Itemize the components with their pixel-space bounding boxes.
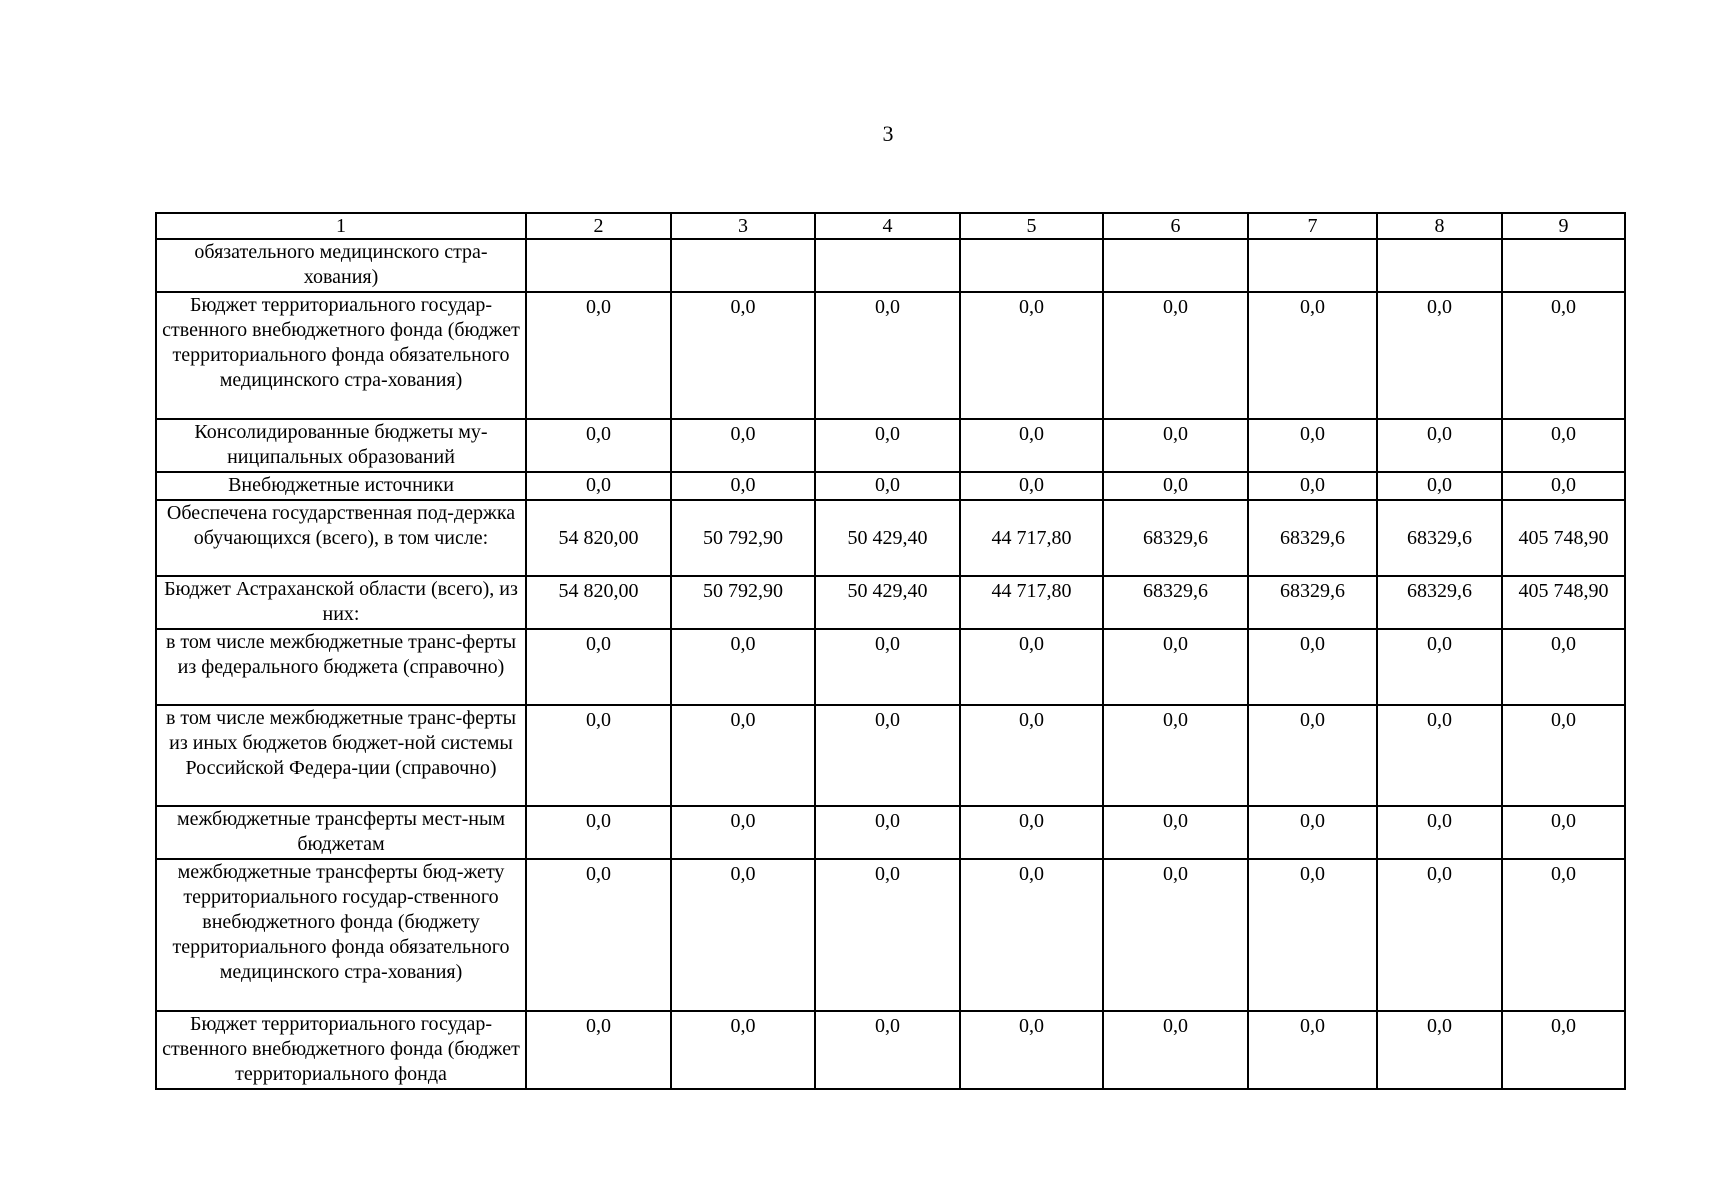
value-cell: 0,0 xyxy=(671,859,815,1011)
value-cell: 0,0 xyxy=(1502,1011,1625,1089)
value-cell: 0,0 xyxy=(815,806,960,859)
value-cell xyxy=(960,239,1103,292)
row-label: Консолидированные бюджеты му-ниципальных образований xyxy=(156,419,526,472)
row-label: обязательного медицинского стра-хования) xyxy=(156,239,526,292)
value-cell: 0,0 xyxy=(1377,1011,1502,1089)
value-cell: 44 717,80 xyxy=(960,576,1103,629)
value-cell: 0,0 xyxy=(1103,1011,1248,1089)
column-number-cell: 7 xyxy=(1248,213,1377,239)
value-cell: 0,0 xyxy=(1502,705,1625,806)
value-cell: 68329,6 xyxy=(1248,500,1377,576)
value-cell: 0,0 xyxy=(1103,859,1248,1011)
value-cell: 50 429,40 xyxy=(815,500,960,576)
value-cell: 0,0 xyxy=(960,472,1103,500)
value-cell: 0,0 xyxy=(1502,859,1625,1011)
table-row xyxy=(156,472,1625,500)
value-cell: 68329,6 xyxy=(1377,500,1502,576)
value-cell: 0,0 xyxy=(815,859,960,1011)
value-cell: 0,0 xyxy=(526,472,671,500)
value-cell: 0,0 xyxy=(1377,419,1502,472)
value-cell: 0,0 xyxy=(526,705,671,806)
value-cell: 0,0 xyxy=(960,705,1103,806)
table-row xyxy=(156,239,1625,292)
document-sheet xyxy=(155,212,1624,1090)
row-label: Обеспечена государственная под-держка обучающихся (всего), в том числе: xyxy=(156,500,526,576)
row-label: в том числе межбюджетные транс-ферты из иных бюджетов бюджет-ной системы Российской Федера-ции (справочно) xyxy=(156,705,526,806)
value-cell: 68329,6 xyxy=(1377,576,1502,629)
row-label: межбюджетные трансферты бюд-жету территориального государ-ственного внебюджетного фонда (бюджету территориального фонда обязательного медицинского стра-хования) xyxy=(156,859,526,1011)
table-row xyxy=(156,576,1625,629)
value-cell: 405 748,90 xyxy=(1502,576,1625,629)
value-cell: 44 717,80 xyxy=(960,500,1103,576)
column-number-row xyxy=(156,213,1625,239)
value-cell: 0,0 xyxy=(815,629,960,705)
row-label: в том числе межбюджетные транс-ферты из федерального бюджета (справочно) xyxy=(156,629,526,705)
column-number-cell: 4 xyxy=(815,213,960,239)
table-row xyxy=(156,806,1625,859)
value-cell: 0,0 xyxy=(1248,1011,1377,1089)
table-row xyxy=(156,629,1625,705)
table-row xyxy=(156,292,1625,419)
value-cell: 68329,6 xyxy=(1103,576,1248,629)
value-cell: 54 820,00 xyxy=(526,576,671,629)
value-cell: 0,0 xyxy=(671,419,815,472)
value-cell: 0,0 xyxy=(671,629,815,705)
value-cell: 50 429,40 xyxy=(815,576,960,629)
column-number-cell: 2 xyxy=(526,213,671,239)
table-row xyxy=(156,1011,1625,1089)
value-cell: 0,0 xyxy=(1248,859,1377,1011)
row-label: Бюджет территориального государ-ственного внебюджетного фонда (бюджет территориального фонда xyxy=(156,1011,526,1089)
value-cell: 0,0 xyxy=(1103,705,1248,806)
value-cell: 0,0 xyxy=(1103,419,1248,472)
value-cell: 0,0 xyxy=(960,292,1103,419)
value-cell: 0,0 xyxy=(1502,419,1625,472)
value-cell xyxy=(815,239,960,292)
table-row xyxy=(156,859,1625,1011)
column-number-cell: 8 xyxy=(1377,213,1502,239)
value-cell: 0,0 xyxy=(960,1011,1103,1089)
value-cell: 0,0 xyxy=(1103,629,1248,705)
value-cell: 0,0 xyxy=(1502,472,1625,500)
value-cell: 405 748,90 xyxy=(1502,500,1625,576)
value-cell: 0,0 xyxy=(1248,472,1377,500)
column-number-cell: 1 xyxy=(156,213,526,239)
value-cell: 0,0 xyxy=(815,472,960,500)
value-cell: 0,0 xyxy=(526,419,671,472)
value-cell: 0,0 xyxy=(1248,292,1377,419)
value-cell xyxy=(671,239,815,292)
value-cell xyxy=(1103,239,1248,292)
value-cell: 0,0 xyxy=(815,292,960,419)
value-cell: 0,0 xyxy=(815,419,960,472)
value-cell: 0,0 xyxy=(960,419,1103,472)
value-cell xyxy=(1248,239,1377,292)
value-cell: 0,0 xyxy=(815,1011,960,1089)
budget-table xyxy=(155,212,1626,1090)
value-cell: 0,0 xyxy=(1248,419,1377,472)
value-cell: 0,0 xyxy=(1248,806,1377,859)
value-cell: 0,0 xyxy=(1248,629,1377,705)
column-number-cell: 6 xyxy=(1103,213,1248,239)
value-cell xyxy=(1502,239,1625,292)
value-cell: 0,0 xyxy=(1502,292,1625,419)
value-cell: 0,0 xyxy=(1377,859,1502,1011)
value-cell: 0,0 xyxy=(671,472,815,500)
value-cell: 54 820,00 xyxy=(526,500,671,576)
value-cell: 0,0 xyxy=(1103,292,1248,419)
value-cell: 0,0 xyxy=(671,806,815,859)
value-cell: 0,0 xyxy=(1377,472,1502,500)
row-label: Бюджет территориального государ-ственного внебюджетного фонда (бюджет территориального фонда обязательного медицинского стра-хования) xyxy=(156,292,526,419)
value-cell: 0,0 xyxy=(1377,292,1502,419)
value-cell: 68329,6 xyxy=(1248,576,1377,629)
value-cell xyxy=(1377,239,1502,292)
column-number-cell: 9 xyxy=(1502,213,1625,239)
value-cell: 50 792,90 xyxy=(671,500,815,576)
table-row xyxy=(156,705,1625,806)
value-cell: 0,0 xyxy=(1377,629,1502,705)
value-cell: 0,0 xyxy=(1377,705,1502,806)
value-cell: 0,0 xyxy=(671,705,815,806)
value-cell: 0,0 xyxy=(1502,629,1625,705)
value-cell: 0,0 xyxy=(1502,806,1625,859)
value-cell: 0,0 xyxy=(671,1011,815,1089)
value-cell: 50 792,90 xyxy=(671,576,815,629)
page-number: 3 xyxy=(882,121,894,146)
value-cell: 0,0 xyxy=(526,859,671,1011)
value-cell: 0,0 xyxy=(815,705,960,806)
value-cell: 0,0 xyxy=(1248,705,1377,806)
value-cell xyxy=(526,239,671,292)
value-cell: 0,0 xyxy=(1377,806,1502,859)
value-cell: 0,0 xyxy=(1103,806,1248,859)
row-label: Бюджет Астраханской области (всего), из них: xyxy=(156,576,526,629)
value-cell: 0,0 xyxy=(526,1011,671,1089)
table-row xyxy=(156,500,1625,576)
column-number-cell: 5 xyxy=(960,213,1103,239)
value-cell: 0,0 xyxy=(671,292,815,419)
table-row xyxy=(156,419,1625,472)
value-cell: 0,0 xyxy=(960,806,1103,859)
value-cell: 0,0 xyxy=(526,806,671,859)
value-cell: 0,0 xyxy=(960,629,1103,705)
value-cell: 0,0 xyxy=(1103,472,1248,500)
row-label: Внебюджетные источники xyxy=(156,472,526,500)
value-cell: 0,0 xyxy=(526,292,671,419)
value-cell: 68329,6 xyxy=(1103,500,1248,576)
value-cell: 0,0 xyxy=(960,859,1103,1011)
value-cell: 0,0 xyxy=(526,629,671,705)
row-label: межбюджетные трансферты мест-ным бюджетам xyxy=(156,806,526,859)
column-number-cell: 3 xyxy=(671,213,815,239)
